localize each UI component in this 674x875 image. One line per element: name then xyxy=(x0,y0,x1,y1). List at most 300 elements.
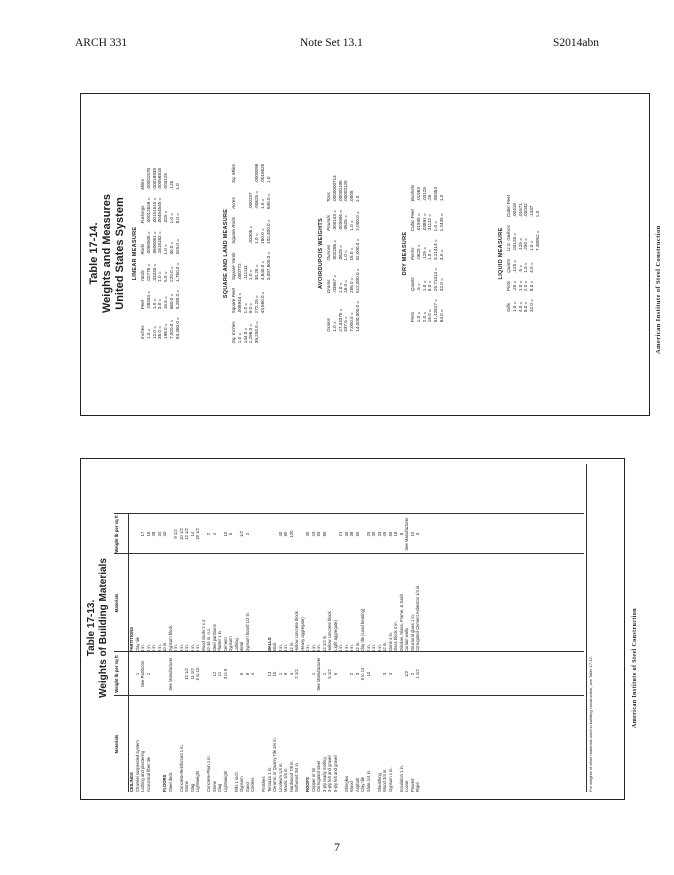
table-cell: .000143 = xyxy=(331,210,337,231)
table-13-name: Weights of Building Materials xyxy=(98,558,109,698)
table-cell: .80354 xyxy=(433,187,439,202)
material-name: Clay tile (Load bearing) xyxy=(360,608,365,652)
material-weight: See Manufacturer xyxy=(167,657,173,691)
table-cell: 220.0 = xyxy=(168,266,174,282)
material-weight: 12 xyxy=(211,671,217,677)
dry-measure-section xyxy=(402,93,445,414)
table-cell: 4.0 = xyxy=(438,249,444,260)
material-name: Acoustical fiber tile xyxy=(145,757,151,792)
table-cell: .03342 xyxy=(523,203,529,218)
material-name: 10 in. xyxy=(162,641,167,652)
materials-column-left xyxy=(114,696,421,792)
table-cell: .03125 = xyxy=(511,232,517,251)
material-name: Hollow concrete block xyxy=(327,611,332,652)
material-name: Clay tile xyxy=(134,637,140,652)
table-cell: .5 = xyxy=(415,283,421,292)
table-cell: .0606061 = xyxy=(151,231,157,255)
material-weight: 3 xyxy=(415,532,420,536)
material-name: Lightweight xyxy=(222,770,228,792)
table-13-building-materials xyxy=(80,458,638,798)
column-header: Quarts xyxy=(506,258,511,273)
materials-column-right xyxy=(114,554,421,652)
linear-measure-table xyxy=(140,164,181,343)
table-cell: 1.0 = xyxy=(168,213,174,224)
table-row xyxy=(535,191,541,316)
table-cell: 63,360.0 = xyxy=(174,317,180,339)
material-name: 3-ply ready roofing xyxy=(321,757,327,792)
material-name: 8 in. xyxy=(349,644,354,652)
column-header: Sq. Miles xyxy=(231,164,236,183)
material-name: Hollow concrete block xyxy=(294,611,299,652)
table-cell: .0005 xyxy=(349,190,355,203)
material-name: Stone 4 in. xyxy=(387,631,393,652)
material-weight: See Partitions xyxy=(140,660,145,688)
material-name: Slate 1/4 in. xyxy=(365,769,371,792)
table-cell xyxy=(535,277,541,295)
material-weight: 13 xyxy=(266,671,272,677)
material-name: (Heavy aggregate) xyxy=(299,617,305,652)
material-name: Poured xyxy=(409,778,415,792)
material-weight: 11 1/2 xyxy=(189,668,195,680)
table-cell: 512,000.0 = xyxy=(354,268,360,293)
table-cell: .250 = xyxy=(523,238,529,251)
material-name: Rigid xyxy=(415,782,420,792)
table-cell: .02778 = xyxy=(145,263,151,282)
material-name: 6 in. xyxy=(310,644,316,652)
table-cell: .125 xyxy=(168,180,174,190)
material-weight: 15 xyxy=(409,531,415,537)
material-name: Metal xyxy=(239,641,244,652)
material-name: Asphalt xyxy=(354,778,360,792)
material-weight: 1 xyxy=(134,672,140,676)
table-cell: 144.0 = xyxy=(242,327,248,344)
material-name: FLOORS xyxy=(162,774,167,792)
column-header: Inches xyxy=(140,325,145,339)
linear-measure-section xyxy=(132,93,181,414)
liquid-measure-heading: LIQUID MEASURE xyxy=(498,227,504,280)
material-weight: 4 xyxy=(250,672,255,676)
material-name: Linoleum 1/4 in. xyxy=(277,762,283,792)
column-header: Cubic Feet xyxy=(506,194,511,218)
material-weight: 80 xyxy=(283,531,288,537)
table-cell: 7.48052 = xyxy=(534,230,540,251)
material-weight: 2 xyxy=(206,532,211,536)
material-name: 8 in. xyxy=(316,644,321,652)
materials-header: Materials xyxy=(114,696,129,792)
material-weight: 55 xyxy=(354,531,360,537)
table-cell: 30.25 = xyxy=(254,264,260,281)
material-weight: 10 xyxy=(365,671,371,677)
column-header: Pounds xyxy=(326,215,331,231)
material-name: Glass block 4 in. xyxy=(393,621,398,652)
table-cell: 1.0 = xyxy=(511,301,517,313)
weight-column-right xyxy=(114,514,421,554)
table-cell: 1.0 xyxy=(174,183,180,190)
table-cell: 1.0 = xyxy=(163,244,169,255)
material-name: Plaster 1 in. xyxy=(217,629,222,652)
table-cell: 5,280.0 = xyxy=(174,289,180,310)
table-cell: .1818182 = xyxy=(157,231,163,255)
material-name: Stone xyxy=(211,781,217,792)
table-cell: 198.0 = xyxy=(163,323,169,339)
table-row xyxy=(175,164,181,343)
table-cell: .00001578 xyxy=(145,168,151,190)
table-cell: 3.21414 = xyxy=(433,239,439,260)
avoirdupois-section xyxy=(318,93,361,414)
material-name: Wood 3/4 in. xyxy=(382,768,387,792)
material-name: 2 in. xyxy=(173,644,178,652)
column-header: Yards xyxy=(140,270,145,282)
material-name: Steel deck xyxy=(167,772,173,792)
table-cell: 1.0 = xyxy=(331,321,337,332)
table-cell: .00418 xyxy=(511,203,517,218)
table-cell: 2,000.0 = xyxy=(354,211,360,231)
column-header: Pints xyxy=(506,280,511,292)
dry-measure-heading: DRY MEASURE xyxy=(402,231,408,276)
material-name: Stone xyxy=(184,781,189,792)
table-cell: 27.34375 = xyxy=(337,308,343,332)
material-weight: 2 1/2 xyxy=(294,669,299,679)
material-weight: 10 xyxy=(272,671,277,677)
header-title: Note Set 13.1 xyxy=(300,37,363,49)
table-row xyxy=(266,160,272,347)
material-weight: 2 xyxy=(244,532,250,536)
column-header: Tons xyxy=(326,192,331,203)
material-name: Wood studs 2 x 4 xyxy=(200,619,206,652)
material-name: Insulation 1 in. xyxy=(398,764,404,792)
table-cell: .1337 xyxy=(529,205,535,218)
table-cell: 4.0 = xyxy=(517,301,523,313)
table-cell: 1.0 = xyxy=(517,280,523,292)
material-weight: 1 1/2 xyxy=(415,669,420,679)
table-cell: 32.0 = xyxy=(438,278,444,292)
table-cell: 39,204.0 = xyxy=(254,321,260,344)
material-name: ROOFS xyxy=(305,777,310,792)
table-13-credit: American Institute of Steel Construction xyxy=(632,608,638,728)
table-cell: 5.5 = xyxy=(163,271,169,282)
material-name: Gypsum board 1/2 in. xyxy=(244,611,250,652)
material-name: Channel suspended system xyxy=(134,740,140,792)
material-name: 4 in. xyxy=(365,644,371,652)
column-header: Acres xyxy=(231,197,236,209)
table-cell: .003906 = xyxy=(337,210,343,231)
table-cell: .0625 = xyxy=(337,245,343,261)
material-name: Brick xyxy=(272,642,277,652)
table-cell: 2.0 = xyxy=(421,311,427,323)
table-cell: .00018939 xyxy=(151,168,157,190)
table-cell: 320.0 = xyxy=(174,239,180,255)
table-cell: 1.0 = xyxy=(421,280,427,292)
table-cell: 7,000.0 = xyxy=(349,312,355,332)
table-cell: 64.0 = xyxy=(438,309,444,323)
column-header: Miles xyxy=(140,179,145,190)
material-name: Wood xyxy=(349,781,354,792)
material-weight: 2 xyxy=(349,672,354,676)
material-weight: 12 1/2 xyxy=(184,668,189,680)
material-weight: 10 xyxy=(222,531,228,537)
material-weight: 14 xyxy=(189,531,195,537)
material-name: Concrete-Reinforced 1 in. xyxy=(178,744,184,792)
column-header: Rods xyxy=(140,243,145,255)
material-name: Lightweight xyxy=(195,770,200,792)
material-name: Slag xyxy=(189,783,195,792)
table-cell: .00003125 xyxy=(343,180,349,203)
material-weight: 45 xyxy=(382,531,387,537)
table-cell: .125 = xyxy=(511,259,517,273)
table-cell: .25 = xyxy=(511,280,517,292)
material-weight: 1/2 xyxy=(239,531,244,537)
liquid-measure-table xyxy=(506,191,541,316)
material-weight: 8 xyxy=(398,532,404,536)
column-header: Ounces xyxy=(326,244,331,261)
material-name: 4 in. xyxy=(277,644,283,652)
material-weight: 40 xyxy=(162,531,167,537)
material-name: 8 in. xyxy=(156,644,162,652)
table-cell: 32,000.0 = xyxy=(354,238,360,261)
material-weight: 10 1/2 xyxy=(178,528,184,540)
material-name: Gypsum xyxy=(228,636,233,652)
material-weight: 6 xyxy=(332,672,338,676)
table-13-footnote: For weights of other materials used in building construction, see Table 17-12. xyxy=(586,464,593,792)
weight-column-left xyxy=(114,652,421,696)
material-weight: 9 1/2 xyxy=(173,529,178,539)
table-cell: 1.0 = xyxy=(523,262,529,273)
material-name: 12 1/2 in. xyxy=(321,634,327,652)
table-14-name: Weights and Measures xyxy=(101,194,113,313)
table-13-title xyxy=(86,458,110,798)
table-cell: 1.2445 = xyxy=(438,213,444,232)
material-name: Copper or tin xyxy=(310,767,316,792)
table-cell: .000772 xyxy=(236,263,242,281)
material-weight: 30 xyxy=(305,531,310,537)
material-name: Sheathing xyxy=(376,773,382,792)
table-cell: .01945 = xyxy=(415,213,421,232)
material-weight: 5 xyxy=(228,532,233,536)
table-cell: 8.0 = xyxy=(174,213,180,224)
column-header: Square Rods xyxy=(231,217,236,244)
square-measure-table xyxy=(231,160,272,347)
table-cell: .00012626 = xyxy=(145,197,151,224)
material-name: Gypsum xyxy=(239,776,244,792)
material-weight: 6 xyxy=(239,672,244,676)
material-weight: 5 1/2 xyxy=(327,669,332,679)
table-cell: .00000195 xyxy=(337,180,343,203)
column-header: Drams xyxy=(326,279,331,293)
table-cell: 1.0 = xyxy=(157,271,163,282)
table-cell: .00454545 = xyxy=(157,197,163,224)
material-name: 12 in. xyxy=(288,641,294,652)
material-weight: 55 xyxy=(387,531,393,537)
header-course: ARCH 331 xyxy=(75,37,128,49)
material-weight: 43 xyxy=(310,531,316,537)
column-header: Gills xyxy=(506,303,511,313)
material-name: Finishes xyxy=(261,776,266,792)
material-name: Sand xyxy=(244,782,250,792)
table-cell: .025 = xyxy=(163,210,169,224)
material-name: 6 in. xyxy=(151,644,156,652)
table-cell: .01563 xyxy=(415,187,421,202)
table-cell: .03125 xyxy=(421,187,427,202)
linear-measure-heading: LINEAR MEASURE xyxy=(132,226,138,281)
material-weight: 34 xyxy=(156,531,162,537)
table-cell: 1.0 = xyxy=(337,282,343,293)
material-weight: 9 to 14 xyxy=(360,667,365,681)
table-13-grid xyxy=(114,464,584,792)
avoirdupois-table xyxy=(326,171,361,335)
material-name: 5-ply felt and gravel xyxy=(332,755,338,792)
table-13-number: Table 17-13. xyxy=(86,599,97,657)
table-cell xyxy=(535,255,541,277)
column-header: Square Feet xyxy=(231,288,236,314)
material-name: (Light aggregate) xyxy=(332,620,338,652)
material-name: 3 in. xyxy=(140,644,145,652)
material-name: Structural glass 1 in. xyxy=(409,614,415,652)
material-weight: 55 xyxy=(316,531,321,537)
table-cell: .00056818 xyxy=(157,168,163,190)
material-name: Concrete-Plain 1 in. xyxy=(206,755,211,792)
table-cell: 1.0 xyxy=(354,195,360,203)
table-cell: 1.0 = xyxy=(145,328,151,339)
material-weight: 18 xyxy=(393,531,398,537)
material-weight: 25 xyxy=(365,531,371,537)
material-weight: 8 xyxy=(244,672,250,676)
column-header: Pecks xyxy=(410,247,415,260)
table-cell: 12.0 = xyxy=(151,326,157,339)
material-name: Ceramic or Quarry Tile 3/4 in. xyxy=(272,737,277,792)
table-cell: 1.0 xyxy=(438,194,444,202)
column-header: Quarts xyxy=(410,277,415,292)
material-name: Clay tile xyxy=(360,777,365,792)
table-cell: 9.0 = xyxy=(248,303,254,314)
table-row xyxy=(355,171,361,335)
material-name: 12 in. xyxy=(382,641,387,652)
material-weight: See Manufacturer xyxy=(404,517,409,551)
table-cell: .08333 = xyxy=(145,291,151,310)
table-cell: .00625 = xyxy=(254,190,260,209)
table-cell: 2.0 = xyxy=(523,280,529,292)
material-weight: 30 xyxy=(343,531,349,537)
liquid-measure-section xyxy=(498,93,541,414)
material-name: Lathing xyxy=(233,638,239,652)
table-cell: 1.0 xyxy=(534,210,540,218)
table-cell: 660.0 = xyxy=(168,293,174,310)
table-cell: 14,000,000.0 = xyxy=(354,300,360,332)
table-cell: 160.0 = xyxy=(259,228,265,244)
material-name: PARTITIONS xyxy=(129,626,134,652)
material-weight: 1 xyxy=(277,672,283,676)
table-cell: 1.0 = xyxy=(343,250,349,261)
table-cell: .01671 xyxy=(517,203,523,218)
material-weight: 38 xyxy=(349,531,354,537)
material-name: Lathing and plastering xyxy=(140,750,145,792)
material-name: Gypsum 1 in. xyxy=(387,767,393,792)
material-name: 6 in. xyxy=(195,644,200,652)
table-cell: 1.0 = xyxy=(259,198,265,209)
table-cell: .03657 = xyxy=(331,274,337,293)
page-number: 7 xyxy=(334,840,340,854)
table-cell: .006944 = xyxy=(236,292,242,314)
table-cell: 1.0 = xyxy=(349,220,355,231)
table-cell: 16.5 = xyxy=(163,296,169,310)
material-weight: 3 xyxy=(354,672,360,676)
material-name: Hardwood 7/8 in. xyxy=(288,760,294,792)
table-cell: 40.0 = xyxy=(168,241,174,255)
table-cell: 1.0 = xyxy=(427,249,433,260)
column-header: Square Yards xyxy=(231,252,236,281)
table-cell: .002286 = xyxy=(331,239,337,261)
table-cell: .0000098 xyxy=(254,163,260,183)
material-name: 4 in. xyxy=(145,644,151,652)
material-name: Corrugated Cement Asbestos 1/4 in. xyxy=(415,584,420,652)
table-cell: 8.0 = xyxy=(523,301,529,313)
material-weight: 4 xyxy=(387,672,393,676)
material-weight: 18 1/2 xyxy=(195,528,200,540)
material-weight: 4 xyxy=(288,672,294,676)
table-cell: 4,840.0 = xyxy=(259,260,265,281)
table-14-title xyxy=(88,93,127,414)
table-cell: 1,296.0 = xyxy=(248,323,254,344)
material-name: Terrazzo 1 in. xyxy=(266,766,272,792)
material-name: 3-ply felt and gravel xyxy=(327,755,332,792)
material-name: Steel partitions xyxy=(211,624,217,652)
material-name: Loose xyxy=(404,780,409,792)
table-cell: 437.5 = xyxy=(343,316,349,332)
materials-header: Materials xyxy=(114,554,129,652)
material-weight: 12 1/2 xyxy=(184,528,189,540)
material-weight: See Manufacturer xyxy=(316,657,321,691)
table-cell xyxy=(266,317,272,347)
table-cell: 1.0 = xyxy=(236,332,242,344)
material-name: 5 in. xyxy=(189,644,195,652)
material-name: Softwood 3/4 in. xyxy=(294,761,299,792)
material-name: 6 in. xyxy=(343,644,349,652)
table-cell: 640.0 = xyxy=(265,193,271,209)
material-weight: 9 xyxy=(283,672,288,676)
table-cell: 7,920.0 = xyxy=(168,319,174,339)
column-header: Pints xyxy=(410,311,415,323)
table-14-number: Table 17-14. xyxy=(88,222,100,285)
material-weight: 33 xyxy=(376,531,382,537)
table-cell: .25 xyxy=(427,194,433,202)
table-cell: 3.0 = xyxy=(157,298,163,310)
material-name: Curtain walls xyxy=(404,628,409,652)
table-cell: .03306 = xyxy=(248,225,254,244)
material-weight: 4 xyxy=(211,532,217,536)
table-cell: 272.25 = xyxy=(254,295,260,314)
avoirdupois-heading: AVOIRDUPOIS WEIGHTS xyxy=(318,218,324,289)
table-cell: .00151515 = xyxy=(151,197,157,224)
material-weight: 18 xyxy=(145,531,151,537)
table-cell: 16.0 = xyxy=(343,280,349,293)
table-cell: 1.0 xyxy=(265,176,271,183)
table-cell: .0015625 xyxy=(259,163,265,183)
table-cell: 4.0 = xyxy=(529,262,535,273)
table-cell: 1,760.0 = xyxy=(174,262,180,282)
column-header: Sq. Inches xyxy=(231,321,236,344)
column-header: U.S. Gallons xyxy=(506,225,511,251)
material-weight: 21 xyxy=(338,531,343,537)
material-name: Gypsum block xyxy=(167,625,173,652)
table-cell: .03891 = xyxy=(421,213,427,232)
dry-measure-table xyxy=(410,181,445,326)
table-cell: .0625 = xyxy=(343,215,349,231)
material-weight: 1 xyxy=(145,672,151,676)
material-name: Corrugated steel xyxy=(316,761,321,792)
table-14-credit: American Institute of Steel Construction xyxy=(655,225,662,354)
table-cell: 102,400.0 = xyxy=(265,219,271,244)
square-measure-section xyxy=(223,93,272,414)
material-weight: 30 xyxy=(371,531,376,537)
